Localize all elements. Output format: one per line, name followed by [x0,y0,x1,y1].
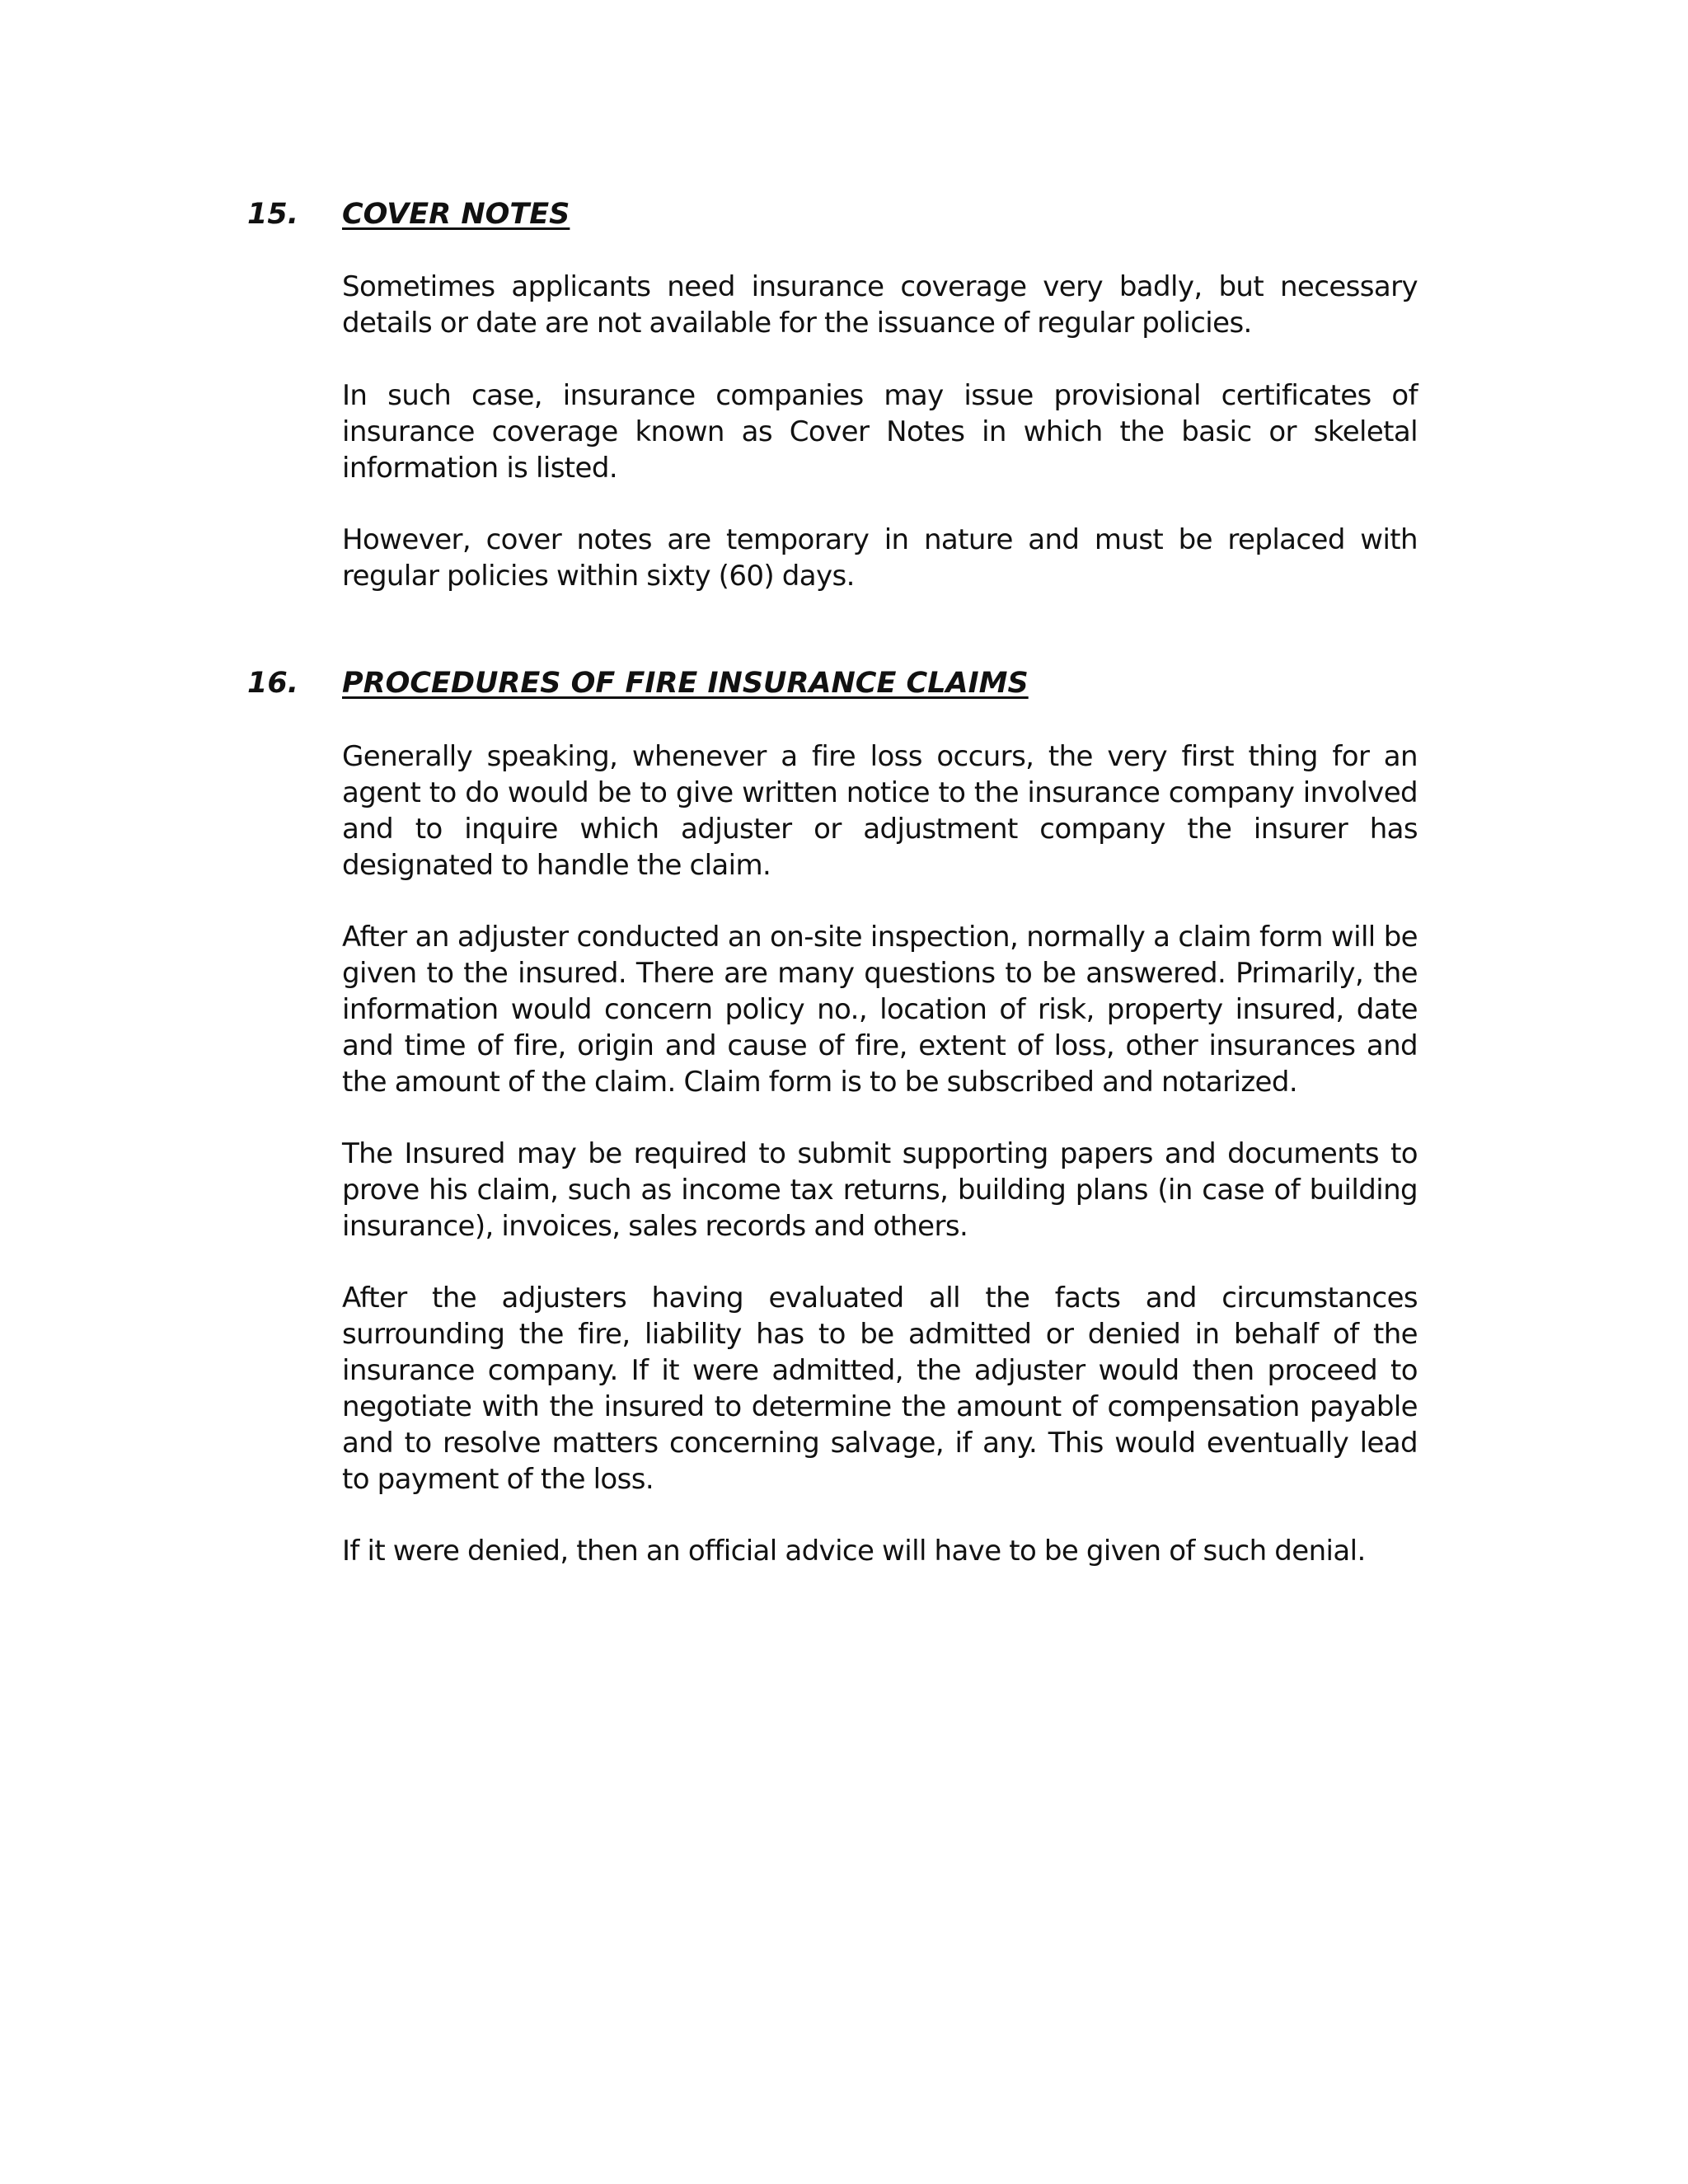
paragraph: After the adjusters having evaluated all the facts and circumstances surrounding the fire, liability has to be admitted or denied in behalf of the insurance company. If it were admitted, the adjuster would then proceed to negotiate with the insured to determine the amount of compensation payable and to resolve matters concerning salvage, if any. This would eventually lead to payment of the loss. [342,1282,1418,1496]
section-number: 16. [247,667,299,700]
section-fire-insurance-claims [0,665,1688,715]
paragraph: Generally speaking, whenever a fire loss occurs, the very first thing for an agent to do would be to give written notice to the insurance company involved and to inquire which adjuster or adjustment company the insurer has designated to handle the claim. [342,740,1418,882]
paragraph: However, cover notes are temporary in nature and must be replaced with regular policies within sixty (60) days. [342,523,1418,593]
section-cover-notes [0,196,1688,246]
paragraph: The Insured may be required to submit supporting papers and documents to prove his claim, such as income tax returns, building plans (in case of building insurance), invoices, sales records and others. [342,1137,1418,1243]
section-title: PROCEDURES OF FIRE INSURANCE CLAIMS [342,667,1029,700]
section-title: COVER NOTES [342,198,570,231]
paragraph: Sometimes applicants need insurance coverage very badly, but necessary details or date are not available for the issuance of regular policies. [342,270,1418,340]
paragraph: In such case, insurance companies may issue provisional certificates of insurance coverage known as Cover Notes in which the basic or skeletal information is listed. [342,379,1418,485]
paragraph: After an adjuster conducted an on-site inspection, normally a claim form will be given to the insured. There are many questions to be answered. Primarily, the information would concern policy no., location of risk, property insured, date and time of fire, origin and cause of fire, extent of loss, other insurances and the amount of the claim. Claim form is to be subscribed and notarized. [342,921,1418,1099]
section-heading [0,665,1688,715]
section-heading [0,196,1688,246]
section-number: 15. [247,198,299,231]
paragraph: If it were denied, then an official advice will have to be given of such denial. [342,1535,1366,1568]
